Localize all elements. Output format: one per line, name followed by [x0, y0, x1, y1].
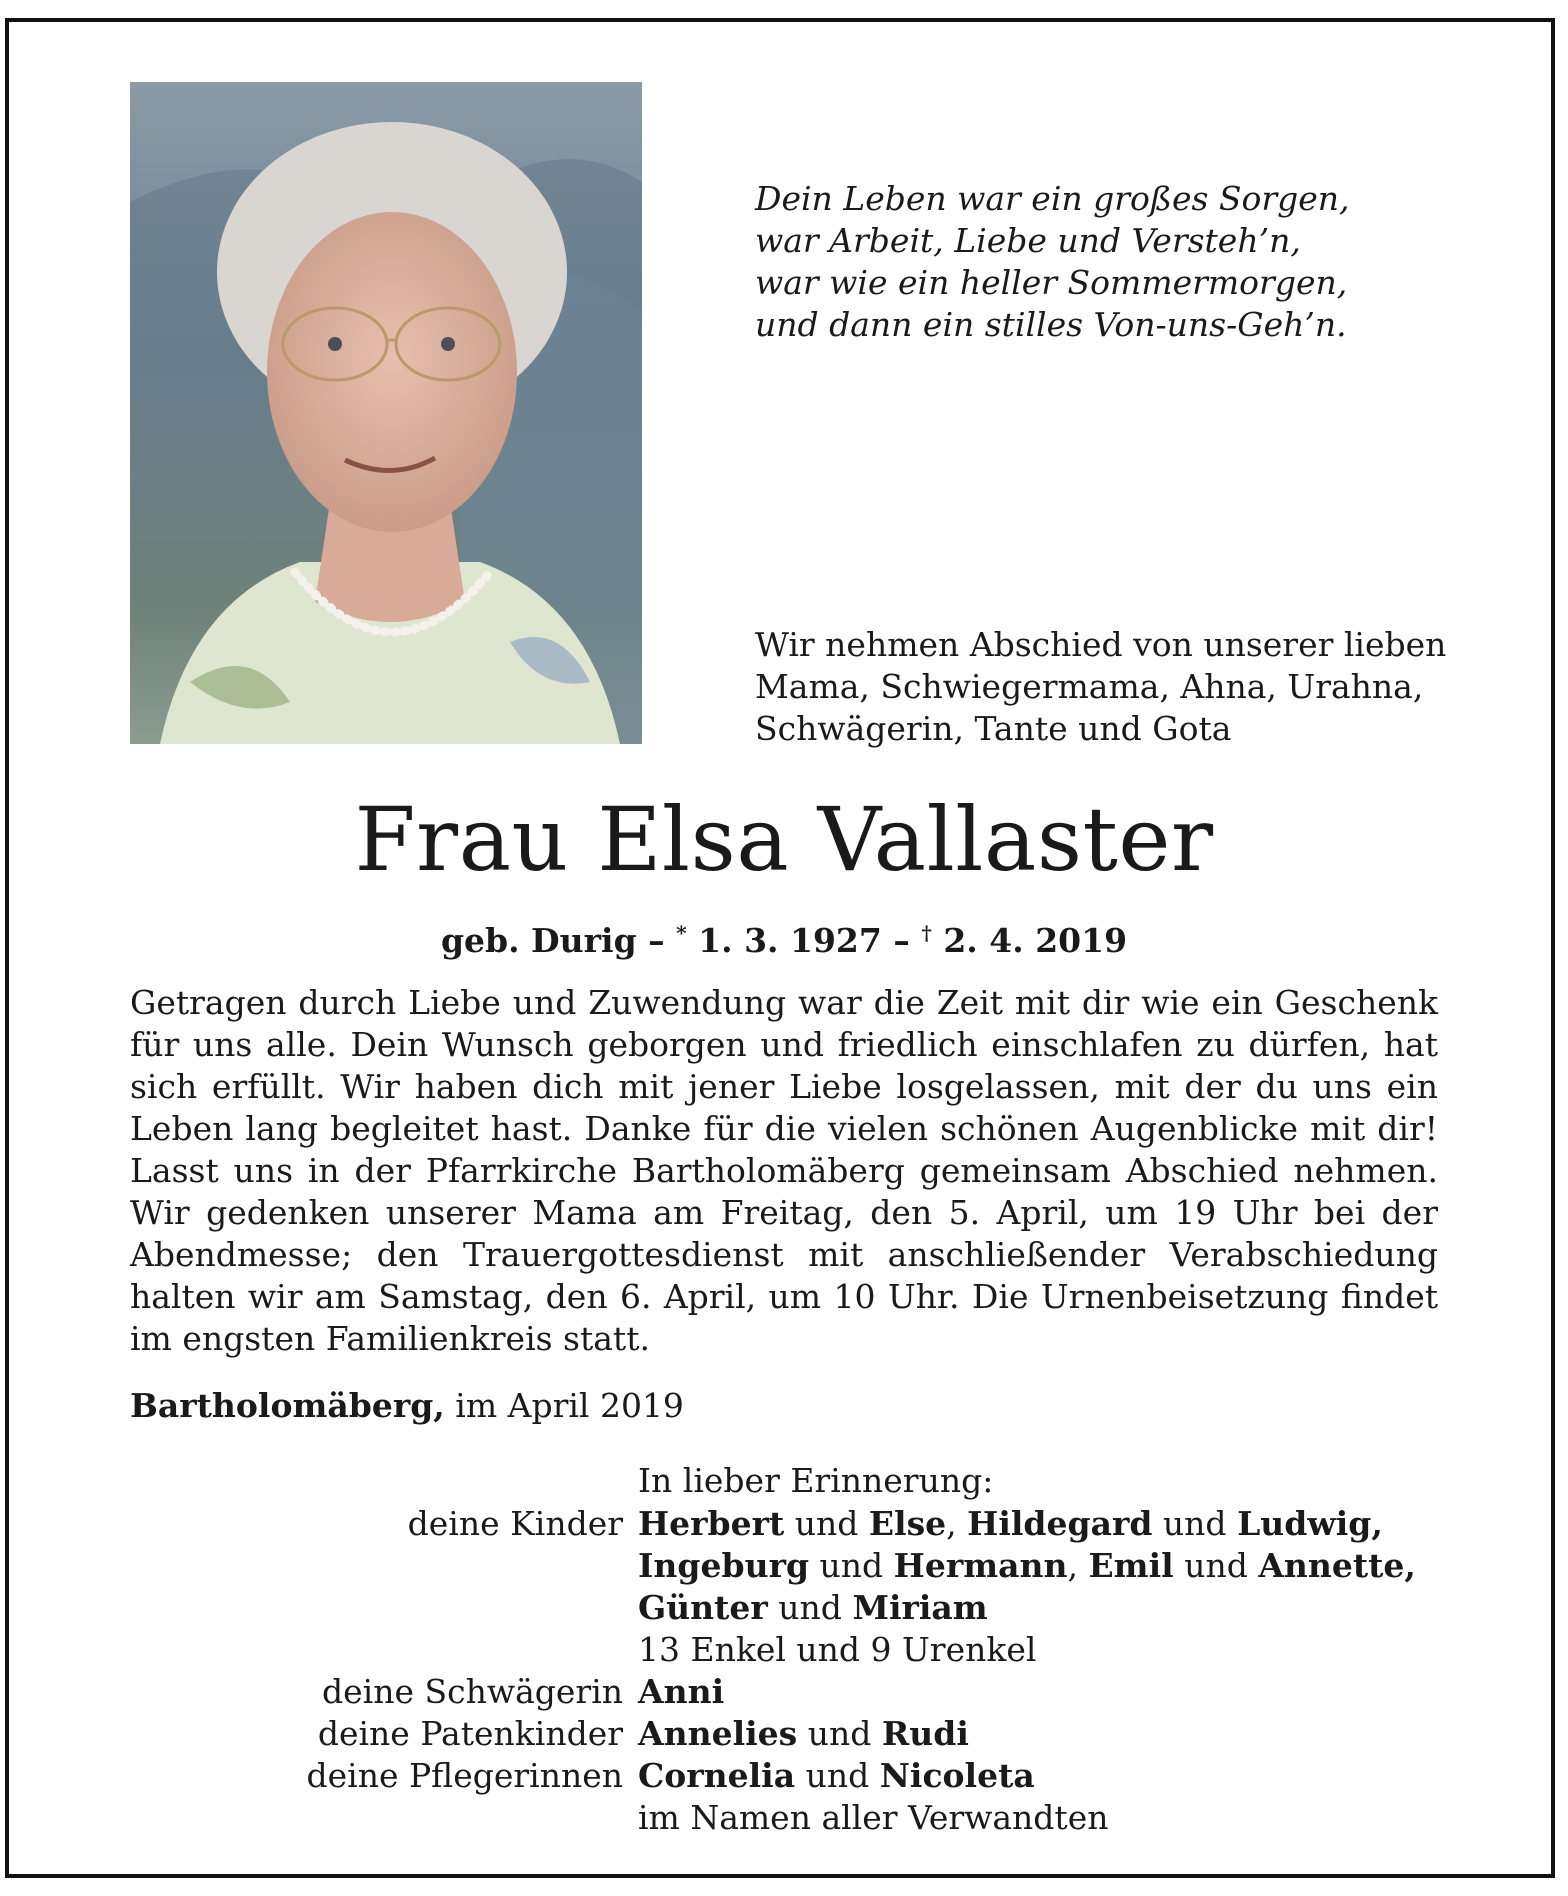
survivor-row: [0, 1545, 1568, 1587]
portrait-photo: [130, 82, 642, 744]
survivor-row: [0, 1503, 1568, 1545]
role-patenkinder: deine Patenkinder: [317, 1714, 623, 1753]
poem-line: Dein Leben war ein großes Sorgen,: [755, 179, 1350, 218]
memory-heading: In lieber Erinnerung:: [638, 1461, 994, 1500]
deceased-name: Frau Elsa Vallaster: [354, 788, 1214, 891]
intro-line: Schwägerin, Tante und Gota: [755, 709, 1232, 748]
survivor-row: [0, 1797, 1568, 1839]
death-date: 2. 4. 2019: [943, 921, 1128, 960]
role-pflegerinnen: deine Pflegerinnen: [306, 1756, 623, 1795]
farewell-intro: [755, 624, 1475, 750]
poem: [755, 178, 1475, 346]
poem-line: und dann ein stilles Von-uns-Geh’n.: [755, 305, 1347, 344]
notice-body: Getragen durch Liebe und Zuwendung war die Zeit mit dir wie ein Geschenk für uns alle. Dein Wunsch geborgen und friedlich einschlafen zu dürfen, hat sich erfüllt. Wir haben dich mit jener Liebe losgelassen, mit der du uns ein Leben lang begleitet hast. Danke für die vielen schönen Augenblicke mit dir! Lasst uns in der Pfarrkirche Bartholomäberg gemeinsam Abschied nehmen. Wir gedenken unserer Mama am Freitag, den 5. April, um 19 Uhr bei der Abendmesse; den Trauergottesdienst mit anschließender Verabschiedung halten wir am Samstag, den 6. April, um 10 Uhr. Die Urnenbeisetzung findet im engsten Familienkreis statt.: [130, 983, 1438, 1358]
intro-line: Wir nehmen Abschied von unserer lieben: [755, 625, 1447, 664]
patenkinder-names: Annelies und Rudi: [638, 1714, 969, 1753]
kinder-line-1: Herbert und Else, Hildegard und Ludwig,: [638, 1504, 1383, 1543]
kinder-line-2: Ingeburg und Hermann, Emil und Annette,: [638, 1546, 1416, 1585]
survivor-row: [0, 1587, 1568, 1629]
kinder-line-3: Günter und Miriam: [638, 1588, 988, 1627]
survivors-list: [0, 1503, 1568, 1839]
role-kinder: deine Kinder: [407, 1504, 623, 1543]
place-date-text: im April 2019: [455, 1386, 684, 1425]
born-name: geb. Durig: [440, 921, 637, 960]
life-dates: geb. Durig – * 1. 3. 1927 – † 2. 4. 2019: [440, 921, 1128, 960]
enkel-line: 13 Enkel und 9 Urenkel: [638, 1630, 1037, 1669]
survivor-row: [0, 1755, 1568, 1797]
place-date: [130, 1385, 684, 1427]
birth-symbol: *: [676, 921, 687, 945]
role-schwaegerin: deine Schwägerin: [322, 1672, 623, 1711]
birth-date: 1. 3. 1927: [698, 921, 882, 960]
death-symbol: †: [921, 921, 932, 945]
survivor-row: [0, 1629, 1568, 1671]
closing-line: im Namen aller Verwandten: [638, 1798, 1109, 1837]
survivor-row: [0, 1671, 1568, 1713]
survivor-row: [0, 1713, 1568, 1755]
pflegerinnen-names: Cornelia und Nicoleta: [638, 1756, 1035, 1795]
schwaegerin-names: Anni: [638, 1672, 725, 1711]
poem-line: war wie ein heller Sommermorgen,: [755, 263, 1348, 302]
place-town: Bartholomäberg,: [130, 1386, 445, 1425]
intro-line: Mama, Schwiegermama, Ahna, Urahna,: [755, 667, 1424, 706]
poem-line: war Arbeit, Liebe und Versteh’n,: [755, 221, 1301, 260]
